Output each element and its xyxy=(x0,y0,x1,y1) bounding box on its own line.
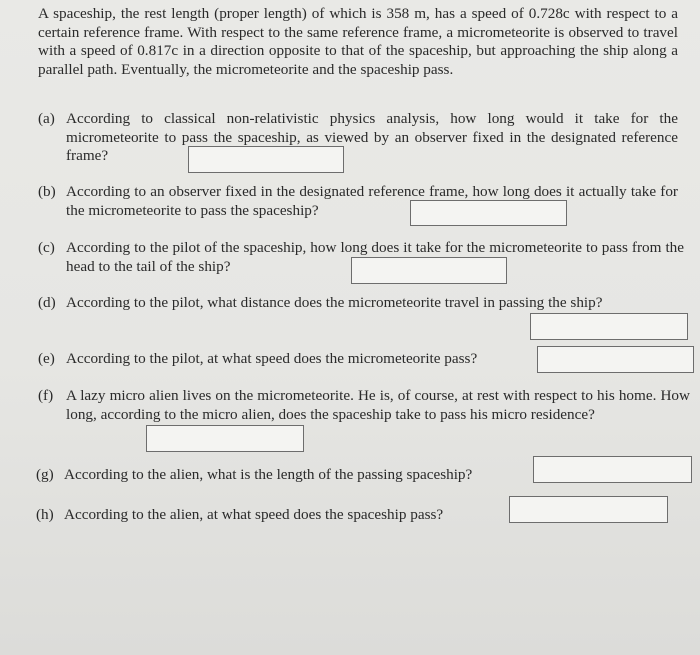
answer-box-h[interactable] xyxy=(509,496,668,523)
question-b-label: (b) xyxy=(38,183,56,200)
answer-box-c[interactable] xyxy=(351,257,507,284)
question-f-label: (f) xyxy=(38,387,54,404)
question-b xyxy=(38,183,678,223)
question-a-text: According to classical non-relativistic physics analysis, how long would it take for the micrometeorite to pass the spaceship, as viewed by an observer fixed in the designated reference frame? xyxy=(66,110,678,165)
question-g-text: According to the alien, what is the length of the passing spaceship? xyxy=(64,466,473,483)
question-d xyxy=(38,294,688,314)
answer-box-b[interactable] xyxy=(410,200,567,226)
question-h-label: (h) xyxy=(36,506,54,523)
question-f xyxy=(38,387,690,447)
question-b-text: According to an observer fixed in the designated reference frame, how long does it actually take for the micrometeorite to pass the spaceship? xyxy=(66,183,678,219)
question-g-label: (g) xyxy=(36,466,54,483)
question-a-label: (a) xyxy=(38,110,55,127)
answer-box-f[interactable] xyxy=(146,425,304,452)
question-d-text: According to the pilot, what distance does the micrometeorite travel in passing the ship? xyxy=(66,294,603,311)
question-c-text: According to the pilot of the spaceship, how long does it take for the micrometeorite to pass from the head to the tail of the ship? xyxy=(66,239,684,275)
question-e-text: According to the pilot, at what speed does the micrometeorite pass? xyxy=(66,350,478,367)
question-d-label: (d) xyxy=(38,294,56,311)
question-e-label: (e) xyxy=(38,350,55,367)
answer-box-g[interactable] xyxy=(533,456,692,483)
question-e xyxy=(38,350,538,370)
answer-box-e[interactable] xyxy=(537,346,694,373)
question-c-label: (c) xyxy=(38,239,55,256)
problem-statement: A spaceship, the rest length (proper length) of which is 358 m, has a speed of 0.728c with respect to a certain reference frame. With respect to the same reference frame, a micrometeorite is observed to travel with a speed of 0.817c in a direction opposite to that of the spaceship, but approaching the ship along a parallel path. Eventually, the micrometeorite and the spaceship pass. xyxy=(38,5,678,78)
question-h xyxy=(36,506,516,526)
answer-box-d[interactable] xyxy=(530,313,688,340)
question-a xyxy=(38,110,678,170)
question-f-text: A lazy micro alien lives on the micrometeorite. He is, of course, at rest with respect to his home. How long, according to the micro alien, does the spaceship take to pass his micro residence? xyxy=(66,387,690,423)
question-h-text: According to the alien, at what speed does the spaceship pass? xyxy=(64,506,444,523)
question-g xyxy=(36,466,536,486)
answer-box-a[interactable] xyxy=(188,146,344,173)
